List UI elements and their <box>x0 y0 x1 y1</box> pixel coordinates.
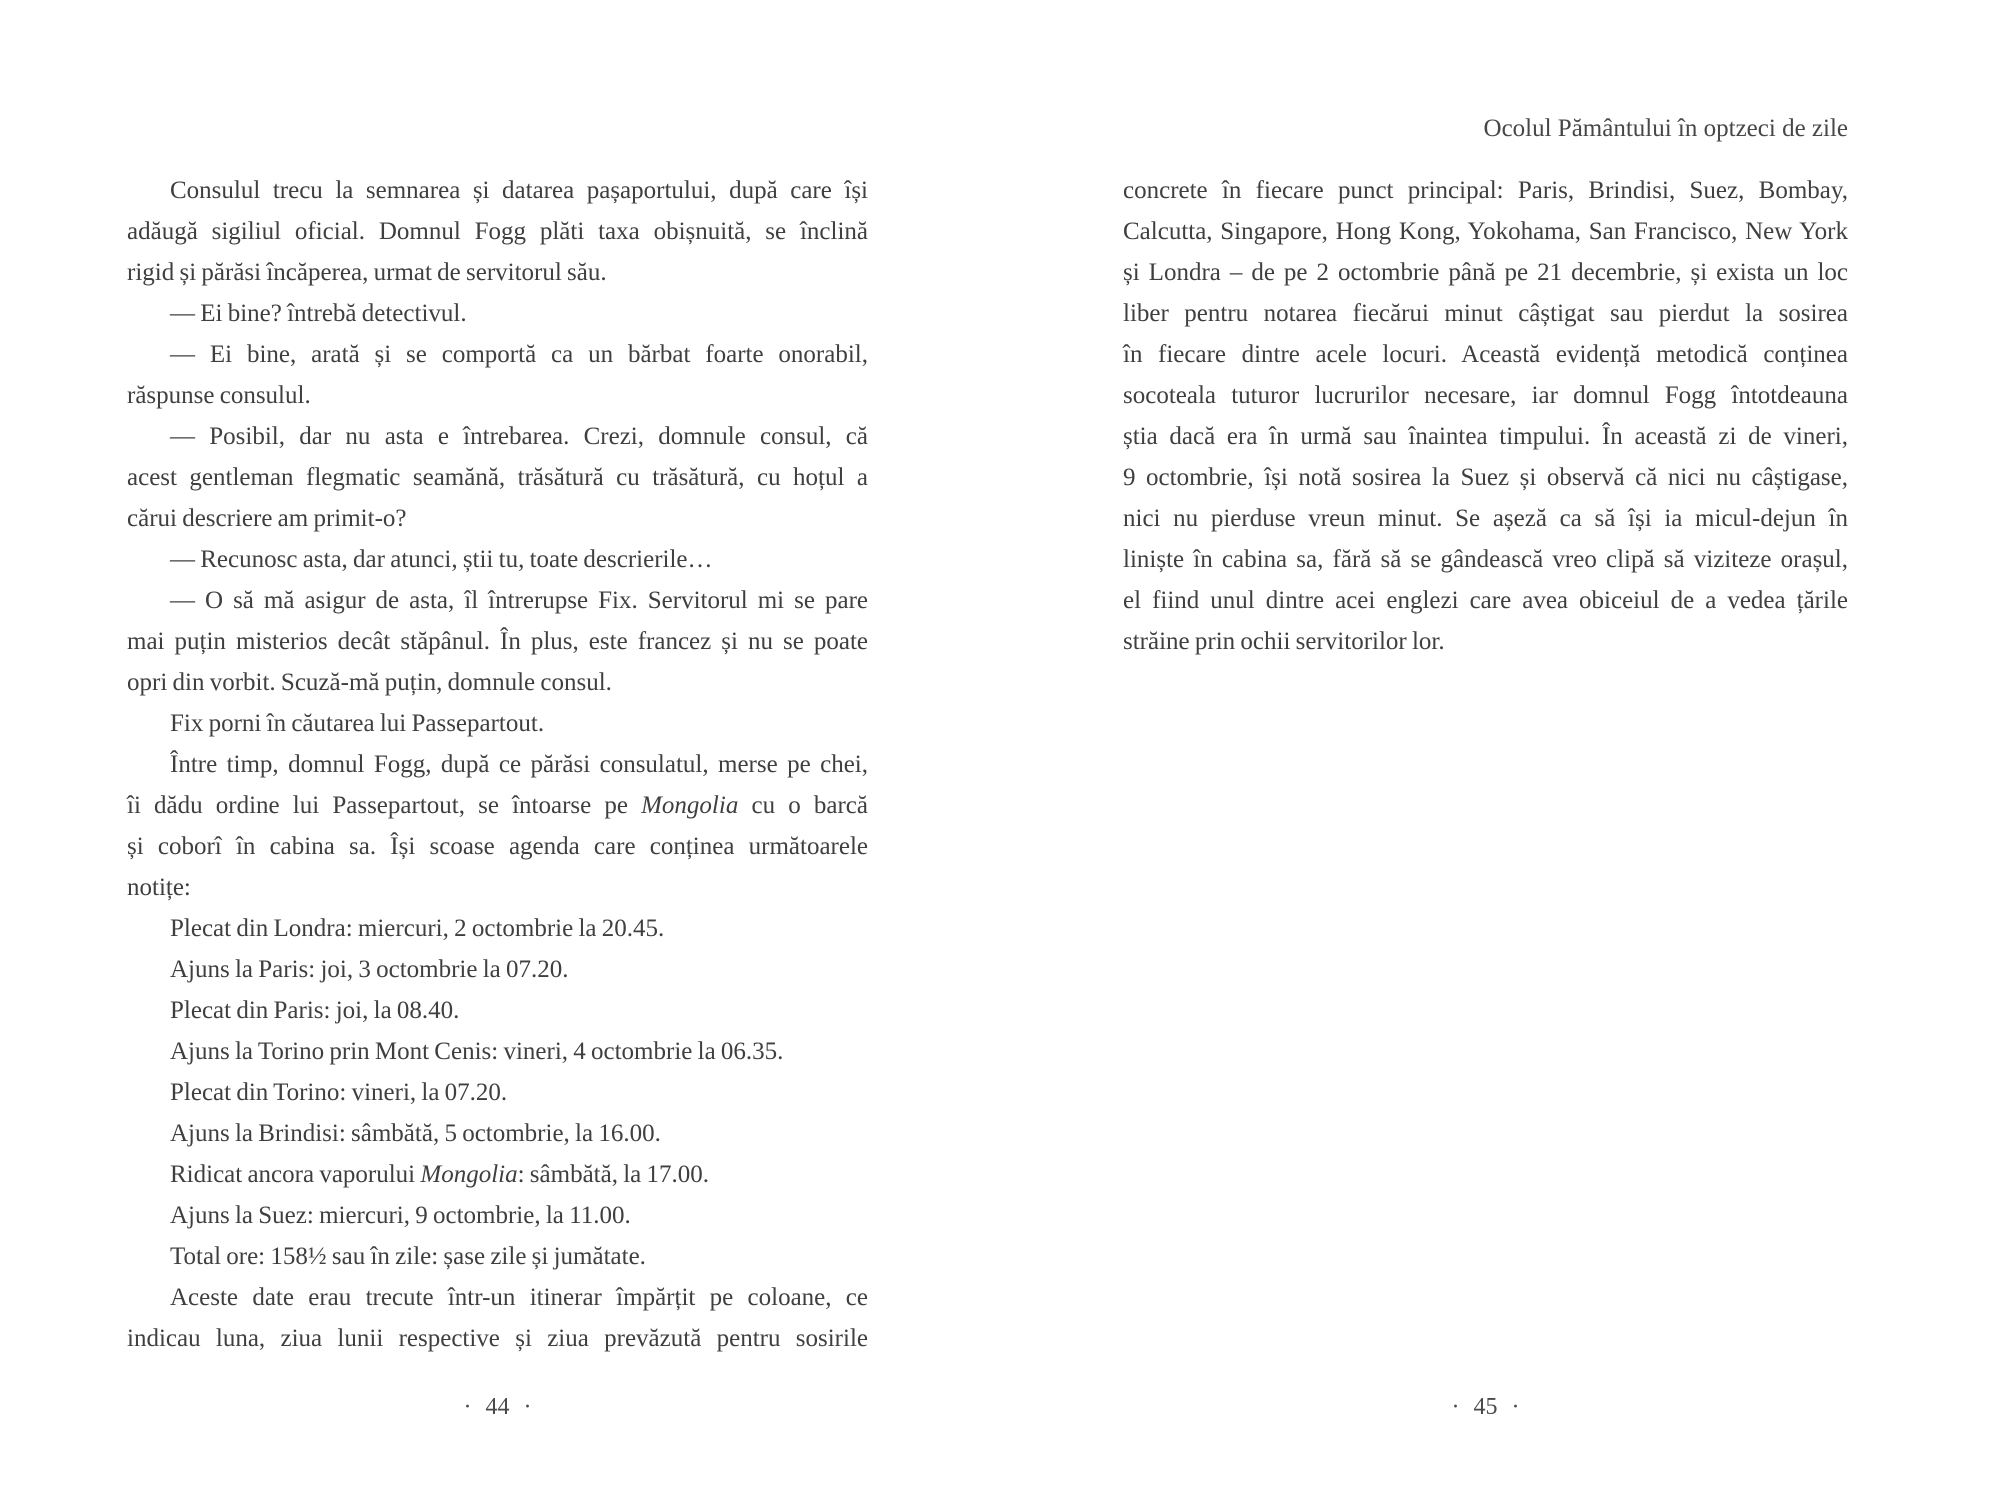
text-line: știa dacă era în urmă sau înaintea timpului. În această zi de vineri, <box>1123 423 1848 450</box>
text-line: el fiind unul dintre acei englezi care avea obiceiul de a vedea țările <box>1123 587 1848 614</box>
text-line: — Ei bine, arată și se comportă ca un bărbat foarte onorabil, <box>170 341 868 368</box>
text-line: Ajuns la Suez: miercuri, 9 octombrie, la 11.00. <box>170 1202 631 1229</box>
text-line: nici nu pierduse vreun minut. Se așeză ca să își ia micul-dejun în <box>1123 505 1848 532</box>
text-line: în fiecare dintre acele locuri. Această evidență metodică conținea <box>1123 341 1848 368</box>
text-line: notițe: <box>127 874 191 901</box>
text-line: rigid și părăsi încăperea, urmat de servitorul său. <box>127 259 607 286</box>
page-number: 45 <box>1473 1394 1498 1420</box>
page-left-folio <box>127 1392 868 1422</box>
text-line: răspunse consulul. <box>127 382 311 409</box>
text-line: Între timp, domnul Fogg, după ce părăsi consulatul, merse pe chei, <box>170 751 868 778</box>
text-line: Calcutta, Singapore, Hong Kong, Yokohama, San Francisco, New York <box>1123 218 1848 245</box>
text-line: Total ore: 158½ sau în zile: șase zile și jumătate. <box>170 1243 646 1270</box>
text-line: opri din vorbit. Scuză-mă puțin, domnule consul. <box>127 669 612 696</box>
text-line: acest gentleman flegmatic seamănă, trăsătură cu trăsătură, cu hoțul a <box>127 464 868 491</box>
text-line: Ajuns la Paris: joi, 3 octombrie la 07.20. <box>170 956 569 983</box>
text-line: cărui descriere am primit-o? <box>127 505 407 532</box>
text-line: liber pentru notarea fiecărui minut câștigat sau pierdut la sosirea <box>1123 300 1848 327</box>
text-line: Plecat din Paris: joi, la 08.40. <box>170 997 460 1024</box>
page-right-text <box>1123 170 1848 662</box>
text-line: îi dădu ordine lui Passepartout, se întoarse pe Mongolia cu o barcă <box>127 792 868 819</box>
text-line: mai puțin misterios decât stăpânul. În plus, este francez și nu se poate <box>127 628 868 655</box>
folio-dot: · <box>463 1394 472 1420</box>
page-left-text <box>127 170 868 1359</box>
text-line: socoteala tuturor lucrurilor necesare, iar domnul Fogg întotdeauna <box>1123 382 1848 409</box>
text-line: concrete în fiecare punct principal: Paris, Brindisi, Suez, Bombay, <box>1123 177 1848 204</box>
folio-dot: · <box>1511 1394 1520 1420</box>
page-number: 44 <box>485 1394 510 1420</box>
text-line: și Londra – de pe 2 octombrie până pe 21 decembrie, și exista un loc <box>1123 259 1848 286</box>
text-line: Aceste date erau trecute într-un itinerar împărțit pe coloane, ce <box>170 1284 868 1311</box>
text-line: Consulul trecu la semnarea și datarea pașaportului, după care își <box>170 177 868 204</box>
page-right-folio <box>1123 1392 1848 1422</box>
text-line: indicau luna, ziua lunii respective și ziua prevăzută pentru sosirile <box>127 1325 868 1352</box>
text-line: Plecat din Torino: vineri, la 07.20. <box>170 1079 508 1106</box>
running-header: Ocolul Pământului în optzeci de zile <box>1483 115 1848 142</box>
text-line: Ajuns la Brindisi: sâmbătă, 5 octombrie, la 16.00. <box>170 1120 661 1147</box>
italic-text: Mongolia <box>420 1161 518 1188</box>
text-line: liniște în cabina sa, fără să se gândească vreo clipă să viziteze orașul, <box>1123 546 1848 573</box>
italic-text: Mongolia <box>641 792 739 819</box>
text-line: — Recunosc asta, dar atunci, știi tu, toate descrierile… <box>170 546 713 573</box>
text-line: — Ei bine? întrebă detectivul. <box>170 300 467 327</box>
text-line: — O să mă asigur de asta, îl întrerupse Fix. Servitorul mi se pare <box>170 587 868 614</box>
folio-dot: · <box>1451 1394 1460 1420</box>
text-line: Ajuns la Torino prin Mont Cenis: vineri, 4 octombrie la 06.35. <box>170 1038 784 1065</box>
folio-dot: · <box>523 1394 532 1420</box>
text-line: și coborî în cabina sa. Își scoase agenda care conținea următoarele <box>127 833 868 860</box>
text-line: adăugă sigiliul oficial. Domnul Fogg plăti taxa obișnuită, se înclină <box>127 218 868 245</box>
text-line: Ridicat ancora vaporului Mongolia: sâmbătă, la 17.00. <box>170 1161 710 1188</box>
text-line: Plecat din Londra: miercuri, 2 octombrie la 20.45. <box>170 915 665 942</box>
text-line: străine prin ochii servitorilor lor. <box>1123 628 1445 655</box>
text-line: 9 octombrie, își notă sosirea la Suez și observă că nici nu câștigase, <box>1123 464 1848 491</box>
text-line: Fix porni în căutarea lui Passepartout. <box>170 710 545 737</box>
text-line: — Posibil, dar nu asta e întrebarea. Crezi, domnule consul, că <box>170 423 868 450</box>
